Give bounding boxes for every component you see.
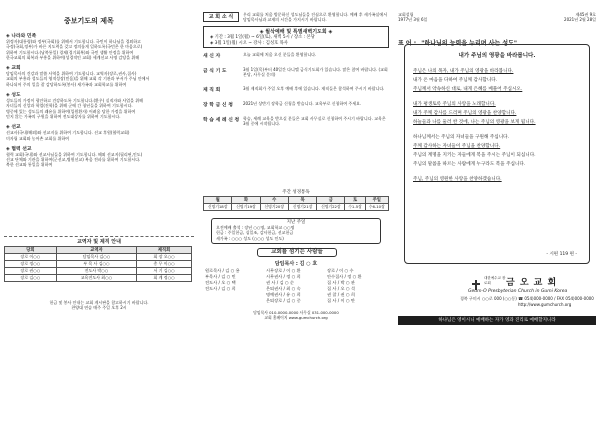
section-line: 믿지 않는 가족의 구원을 위하여 전도대상자를 위하여 기도합시다.: [6, 113, 121, 119]
section-line: 위정자(대통령)와 정부(국회)를 위해서 기도합니다. 국민이 하나님을 경외하고: [6, 39, 141, 44]
section-line: 국정(국회,정부)가 바른 지도력을 갖고 정의롭게 일하도록(국민은 한 마음으로): [6, 44, 143, 50]
serve-cell: 시무권사 / 정 ○ 희: [266, 274, 301, 279]
staff-box: [4, 236, 194, 296]
left-footer: [4, 300, 194, 310]
right-panel: [398, 12, 596, 332]
verse-title: 내가 주님의 영광을 바라봅니다.: [458, 53, 536, 59]
last-week-line: 새가족 : ○○○ 성도 (○○○ 성도 인도): [216, 235, 284, 241]
last-week-line: 헌금 : 주일헌금, 십일조, 감사헌금, 선교헌금: [216, 230, 294, 236]
serve-cell: 안수집사 / 정 ○ 환: [327, 274, 362, 279]
serve-cell: 은퇴장로 / 김 ○ 중: [266, 298, 301, 303]
news-items: [203, 52, 389, 134]
serve-cell: 권 사 / 김 ○ 순: [266, 280, 294, 285]
staff-cell: 회 계 정○○: [137, 275, 192, 282]
serve-subtitle: 담임목사 : 김 ○ 호: [274, 261, 318, 267]
verse-line: 하나님께서는 주님의 자녀들을 구원해 주십니다.: [413, 135, 510, 140]
section-line: 선교사(국내/해외)와 선교지를 위하여 기도합니다. 선교 후원(협력교회): [6, 130, 130, 136]
schedule-days-row: [204, 197, 389, 204]
left-footer-line: 헌금 및 봉사 안내는 교회 게시판을 참고하시기 바랍니다.: [49, 300, 149, 305]
section-heading: ◈ 교회: [6, 66, 21, 72]
verse-lines: [405, 67, 589, 184]
church-website[interactable]: http://www.gumchurch.org: [518, 302, 572, 307]
news-tag: [203, 12, 239, 22]
staff-row: [5, 254, 192, 261]
meta-right-line: 제45권 9호: [575, 12, 596, 17]
schedule-ref: 신명기21장: [288, 204, 316, 211]
staff-col-header: 당회: [5, 247, 57, 254]
staff-cell: 서 기 김○○: [137, 268, 192, 275]
serve-cell: 원로목사 / 김 ○ 용: [205, 268, 240, 273]
schedule-day: 수: [260, 197, 288, 204]
news-item-text: 학습, 세례 교육을 받으실 분들은 교회 사무실로 신청하여 주시기 바랍니다. 교육은 3월 중에 시작됩니다.: [243, 115, 386, 126]
staff-row: [5, 275, 192, 282]
schedule-refs-row: [204, 204, 389, 211]
news-item: [203, 52, 389, 59]
schedule-day: 목: [288, 197, 316, 204]
left-panel: [4, 14, 194, 314]
news-item: [203, 67, 389, 78]
serve-cell: 집 사 / 이 ○ 만: [327, 298, 355, 303]
verse-line: 주께 감사하는 자녀들이 주님을 찬양합니다.: [413, 144, 501, 149]
serve-cell: 집 사 / 오 ○ 석: [327, 286, 355, 291]
last-week-title: 지난 주일: [286, 220, 306, 225]
last-week-line: 오전예배 출석 : 장년 ○○명, 교회학교 ○○명: [216, 225, 295, 230]
schedule-day: 월: [204, 197, 232, 204]
meta-right-line: 2021년 2월 28일: [564, 17, 596, 22]
staff-cell: 교육전도사 최○○: [56, 275, 136, 282]
motto-label: 표 어 :: [398, 40, 417, 47]
verse-line: 주님의 말씀을 따르는 사람에게 누구라도 복을 주십니다.: [413, 162, 526, 167]
notice-line: ◈ 기간 : 3월 1일(월) ~ 6일(토), 새벽 5시 / 장소 : 본당: [210, 35, 315, 40]
schedule-ref: 수6-10장: [365, 204, 388, 211]
serve-title-box: [257, 248, 337, 257]
middle-footer-line: 담임목사 010-0000-0000 사무실 031-000-0000: [253, 310, 339, 315]
schedule-ref: 신명기19장: [232, 204, 260, 211]
notice-title: ◈ 월삭예배 및 특별새벽기도회 ◈: [259, 29, 333, 35]
staff-col-header: 제직회: [137, 247, 192, 254]
section-heading: ◈ 선교: [6, 125, 21, 131]
last-week-lines: [212, 225, 380, 241]
staff-cell: 담임목사 김○○: [56, 254, 136, 261]
verse-source: - 시편 119 편 -: [546, 252, 577, 257]
middle-footer: [203, 310, 389, 320]
schedule-ref: 신명기22장: [317, 204, 345, 211]
verse-line: 주님은 나의 목자, 내가 주님의 영광을 바라봅니다.: [413, 69, 514, 74]
schedule-day: 화: [232, 197, 260, 204]
schedule-ref: 신명기18장: [204, 204, 232, 211]
verse-line: 내가 온 마음을 다하여 주님께 감사합니다.: [413, 78, 498, 83]
motto: "하나님의 능력을 누리며 사는 성도": [421, 40, 518, 47]
staff-cell: 부 목 사 김○○: [56, 261, 136, 268]
last-week-box: [211, 218, 381, 244]
serve-cell: 집 사 / 박 ○ 관: [327, 280, 355, 285]
news-item-label: 장 학 금 신 청: [203, 102, 233, 108]
news-tag-label: 교 회 소 식: [208, 14, 234, 20]
serve-rows: [205, 268, 389, 304]
verse-line: 하늘들과 나를 둘러 싼 것에, 나는 주님의 영광을 보게 됩니다.: [413, 120, 536, 125]
section-line: 선교 단체와 기관을 위하여(군선교,병원선교) 복음 전파를 위하여 기도합시다.: [6, 157, 141, 163]
section-heading: ◈ 협력 선교: [6, 146, 32, 152]
staff-table: [4, 246, 192, 282]
meta-right: [564, 12, 596, 22]
church-address: 경북 구미시 ○○로 000 (○○동) ☎ 054)000-0000 / FAX 054)000-0000: [460, 296, 594, 301]
serve-cell: 전도사 / 오 ○ 택: [205, 280, 236, 285]
serve-cell: [205, 298, 266, 304]
news-item-label: 제 직 회: [203, 87, 221, 93]
church-logo: [470, 276, 482, 288]
section-line: 협력 교회(국내)와 선교사님들을 위하여 기도합니다. 해외 선교지(필리핀,인도): [6, 151, 143, 157]
verse-line: 주님, 주님의 영원한 사랑을 찬양하겠습니다.: [413, 177, 502, 182]
section-heading: ◈ 나라와 민족: [6, 34, 37, 39]
news-item-text: 3월 1일(목)부터 40일간 다니엘 금식기도회가 있습니다. 많은 참여 바랍니다. (교회 본당, 사무실 문의): [243, 67, 388, 78]
staff-cell: 전도사 박○○: [56, 268, 136, 275]
church-subtitle: 대한예수교 장로회: [484, 276, 506, 285]
section-line: 미자립 교회와 농어촌 교회를 위하여: [6, 135, 70, 141]
section-line: 교회의 부흥과 성도들의 영적성장(믿음)을 위해 교회 각 기관과 부서가 주님 안에서: [6, 76, 150, 82]
verse-line: 주님께서 약속하신 대로, 내게 은혜를 베풀어 주십시오.: [413, 87, 523, 92]
verse-line: 내가 주께 감사를 드리며 주님의 영광을 찬양합니다.: [413, 111, 517, 116]
schedule-day: 토: [345, 197, 365, 204]
prayer-sections: [6, 28, 192, 168]
section-line: 한국교회의 회복과 부흥을 위하여(성경적인 교회) 세계선교 사명 감당을 위해: [6, 54, 140, 60]
staff-title: 교역자 및 제직 안내: [77, 239, 121, 245]
meta-left-line: 1977년 3월 6일: [398, 17, 428, 22]
church-name: 금 오 교 회: [506, 278, 558, 288]
notice-box: [203, 26, 389, 48]
meta-left: [398, 12, 427, 22]
staff-cell: 회 장 오○○: [137, 254, 192, 261]
section-line: 위하여 기도합시다.(남북통일) 경제(경기회복)와 국민 생활 안정을 위하여: [6, 49, 134, 55]
serve-cell: 명예권사 / 유 ○ 희: [266, 292, 301, 297]
verse-line: 내가 평생토록 주님의 사랑을 노래합니다.: [413, 102, 496, 107]
staff-cell: 장로 이○○: [5, 254, 57, 261]
schedule-day: 금: [317, 197, 345, 204]
section-line: 담임목사의 건강과 말씀 사역을 위하여 기도합니다. 교역자(장로,권사,집사): [6, 71, 137, 77]
serve-cell: 부목사 / 김 ○ 민: [205, 274, 236, 279]
staff-cell: 장로 정○○: [5, 261, 57, 268]
serve-cell: 장로 / 이 ○ 수: [327, 268, 354, 273]
section-line: 하나되어 주의 일을 잘 감당하도록(봉사) 새가족과 교회학교를 위하여: [6, 81, 127, 87]
schedule-section: [203, 189, 389, 211]
church-eng: Geum-O Presbyterian Church in Gumi Korea: [468, 289, 568, 294]
right-footer-bar: [398, 316, 596, 325]
serve-cell: 전도사 / 김 ○ 희: [205, 286, 236, 291]
schedule-table: [203, 196, 389, 211]
section-line: 북한 선교와 통일을 위하여: [6, 162, 53, 168]
staff-row: [5, 261, 192, 268]
staff-header-row: [5, 247, 192, 254]
staff-cell: 장로 권○○: [5, 268, 57, 275]
middle-footer-line: 교회 홈페이지 www.gumchurch.org: [264, 315, 328, 320]
schedule-ref: 신명기20장: [260, 204, 288, 211]
news-item-label: 금 식 기 도: [203, 69, 227, 74]
news-item-label: 새 신 자: [203, 54, 221, 59]
staff-cell: 총 무 이○○: [137, 261, 192, 268]
verse-box: [404, 44, 590, 264]
section-line: 성도들의 가정이 평안하고 건강하도록 기도합니다.(환우) 실직자와 사업을 위해: [6, 98, 143, 104]
section-heading: ◈ 성도: [6, 93, 21, 99]
serve-cell: 권 찰 / 권 ○ 희: [327, 292, 355, 297]
section-line: 병중에 있는 성도들의 쾌유를 위하여(입원환자) 어려움 당한 가정을 위하여: [6, 108, 136, 114]
section-line: 자녀들의 신앙과 학업(진학)을 위해 군에 간 청년들을 위하여 기도합시다.: [6, 103, 133, 109]
verse-line: 주님의 계명을 지키는 자들에게 복을 주시는 주님이 되십니다.: [413, 153, 536, 158]
news-item: [203, 101, 389, 108]
staff-col-header: 교역자: [56, 247, 136, 254]
news-item-text: 오늘 교회에 처음 오신 분들을 환영합니다.: [243, 52, 317, 57]
news-item-label: 학 습 세 례 신 청: [203, 117, 240, 123]
serve-cell: 시무장로 / 이 ○ 환: [266, 268, 301, 273]
notice-lines: [204, 35, 388, 46]
schedule-title: 주간 성경통독: [282, 190, 310, 195]
left-panel-title: 중보기도의 제목: [64, 17, 114, 25]
serve-row: [205, 298, 389, 304]
left-footer-line: 찬양대 연습 매주 주일 오후 2시: [71, 305, 127, 310]
schedule-day: 주일: [365, 197, 388, 204]
news-item-text: 2021년 상반기 장학금 신청을 받습니다. 교육부로 신청하여 주세요.: [243, 100, 362, 106]
middle-panel: [203, 12, 389, 322]
serve-cell: 은퇴권사 / 최 ○ 숙: [266, 286, 301, 291]
meta-left-line: 교회설립: [398, 12, 414, 17]
serve-title: 교회를 섬기는 사람들: [271, 249, 323, 255]
notice-line: ◈ 3월 1일(월) 시오 ~ 강사 : 김성호 목사: [210, 40, 288, 46]
staff-row: [5, 268, 192, 275]
news-item: [203, 86, 389, 93]
schedule-ref: 수1-5장: [345, 204, 365, 211]
news-item: [203, 116, 389, 127]
right-footer-text: 하나님은 영이시니 예배하는 자가 영과 진리로 예배할지니라: [438, 318, 556, 323]
header-note: 우리 교회를 처음 방문하신 성도님들을 진심으로 환영합니다. 예배 후 새가족실에서 담임목사님과 교제의 시간을 가지시기 바랍니다.: [243, 12, 388, 23]
news-item-text: 3월 제직회가 주일 오후 예배 후에 있습니다. 제직들은 참석하여 주시기 바랍니다.: [243, 85, 385, 91]
staff-cell: 장로 김○○: [5, 275, 57, 282]
